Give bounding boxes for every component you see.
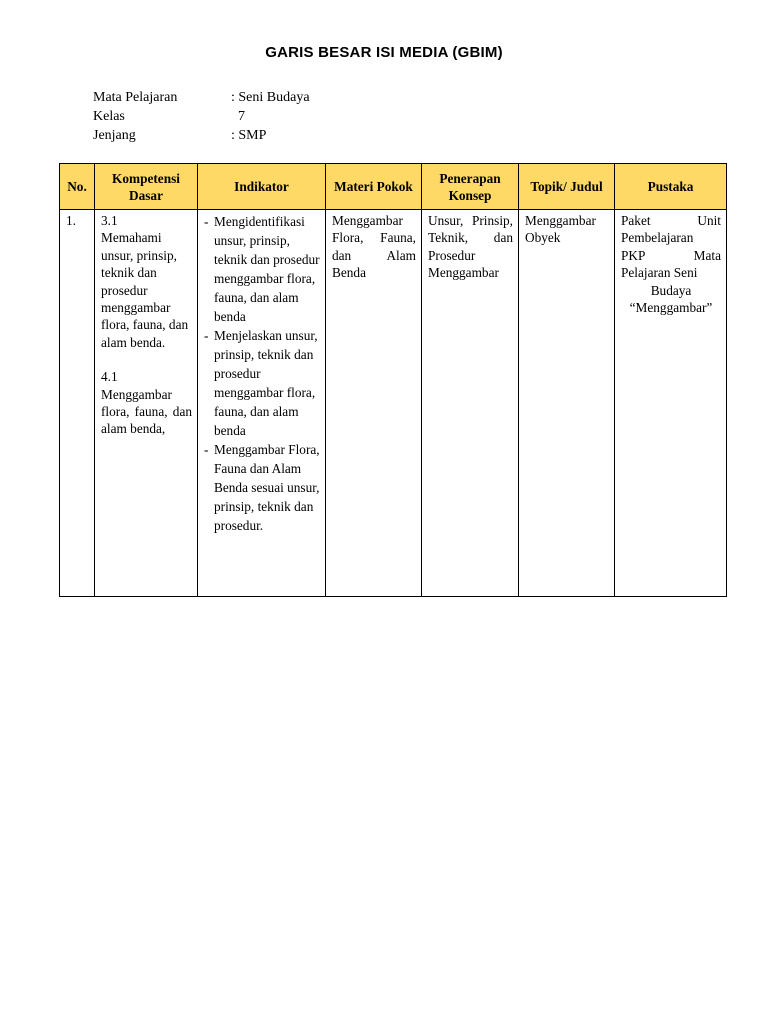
meta-row-class (93, 107, 310, 126)
header-indikator: Indikator (198, 164, 326, 210)
meta-label: Kelas (93, 109, 125, 124)
table-row (60, 210, 727, 597)
cell-kompetensi-dasar (95, 210, 198, 597)
pustaka-line: Budaya (650, 282, 692, 298)
pustaka-line: “Menggambar” (629, 300, 713, 316)
pustaka-text: Paket Unit Pembelajaran PKP Mata Pelajaran Seni (621, 213, 721, 281)
indikator-list (204, 212, 320, 535)
cell-topik-judul: Menggambar Obyek (519, 210, 615, 597)
kd-item (101, 212, 192, 351)
meta-row-subject (93, 88, 310, 107)
meta-label: Jenjang (93, 128, 136, 143)
meta-value: 7 (231, 109, 245, 124)
cell-penerapan-konsep: Unsur, Prinsip, Teknik, dan Prosedur Menggambar (422, 210, 519, 597)
header-kompetensi-dasar: Kompetensi Dasar (95, 164, 198, 210)
list-item: - Menggambar Flora, Fauna dan Alam Benda sesuai unsur, prinsip, teknik dan prosedur. (204, 440, 320, 535)
meta-value: : SMP (231, 128, 267, 143)
cell-materi-pokok: Menggambar Flora, Fauna, dan Alam Benda (326, 210, 422, 597)
list-item: - Mengidentifikasi unsur, prinsip, teknik dan prosedur menggambar flora, fauna, dan alam benda (204, 212, 320, 326)
cell-pustaka (615, 210, 727, 597)
kd-item (101, 368, 192, 438)
meta-label: Mata Pelajaran (93, 90, 178, 105)
kd-text: Menggambar flora, fauna, dan alam benda, (101, 386, 192, 437)
cell-indikator (198, 210, 326, 597)
list-item: - Menjelaskan unsur, prinsip, teknik dan prosedur menggambar flora, fauna, dan alam benda (204, 326, 320, 440)
header-no: No. (60, 164, 95, 210)
cell-no: 1. (60, 210, 95, 597)
meta-row-level (93, 126, 310, 145)
kd-code: 3.1 (101, 213, 118, 228)
meta-value: : Seni Budaya (231, 90, 310, 105)
kd-text: Memahami unsur, prinsip, teknik dan prosedur menggambar flora, fauna, dan alam benda. (101, 230, 189, 350)
gbim-table (59, 163, 727, 597)
document-title: GARIS BESAR ISI MEDIA (GBIM) (265, 44, 503, 61)
header-topik-judul: Topik/ Judul (519, 164, 615, 210)
metadata-block (93, 88, 310, 145)
header-pustaka: Pustaka (615, 164, 727, 210)
table-header-row (60, 164, 727, 210)
header-materi-pokok: Materi Pokok (326, 164, 422, 210)
kd-code: 4.1 (101, 369, 118, 385)
header-penerapan-konsep: Penerapan Konsep (422, 164, 519, 210)
